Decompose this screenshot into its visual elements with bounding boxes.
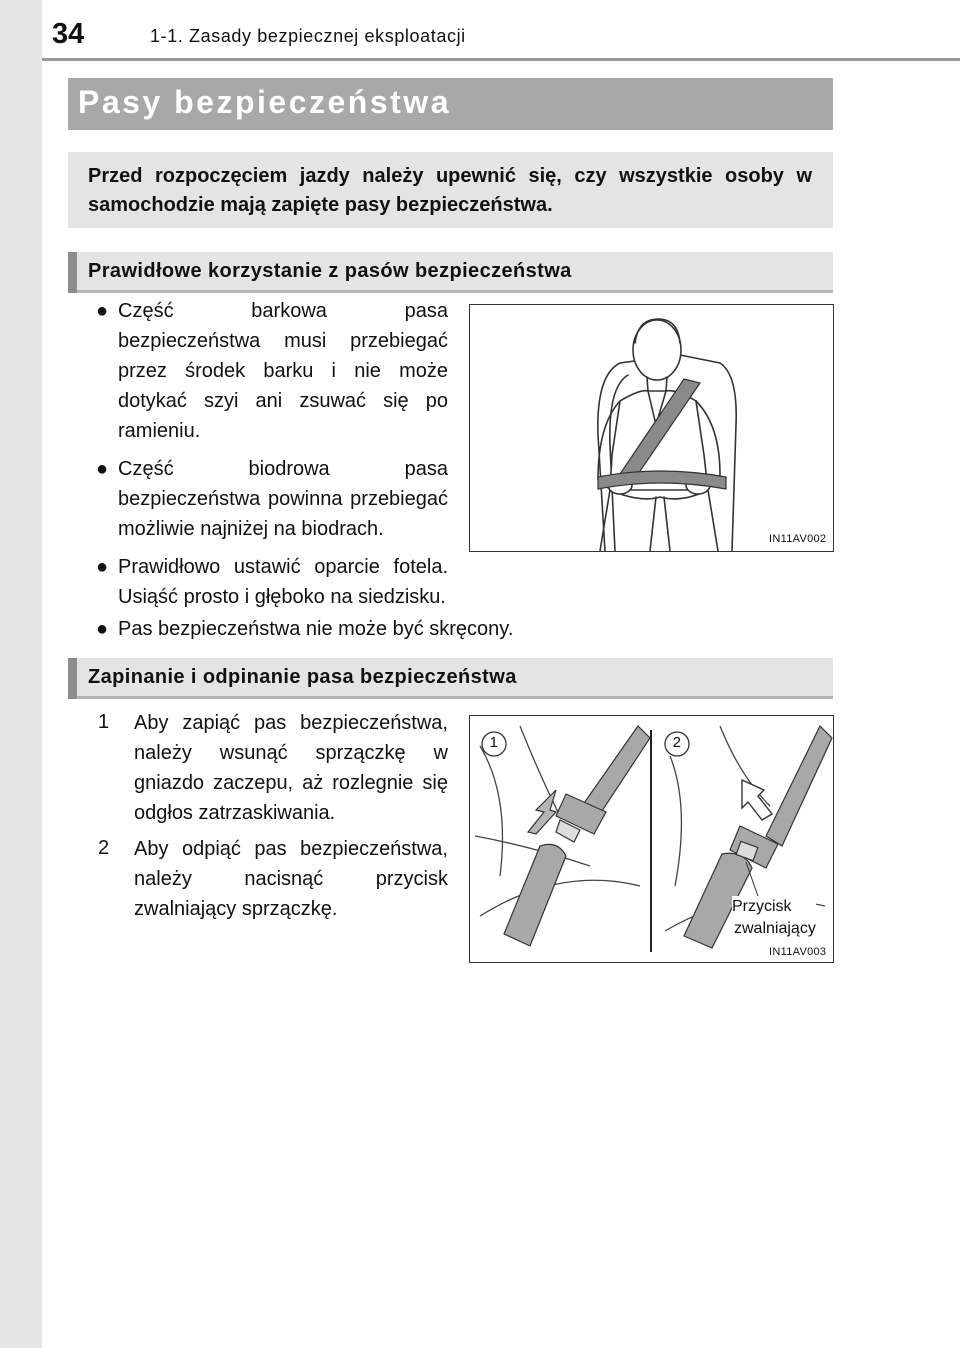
list-item-text: Prawidłowo ustawić oparcie fotela. Usiąść prosto i głęboko na siedzisku. [118,556,448,608]
release-button-callout [732,896,816,940]
callout-line: zwalniający [734,920,816,937]
list-item [96,708,448,828]
buckle-figure [469,715,834,963]
subsection-heading-label: Prawidłowe korzystanie z pasów bezpieczeństwa [88,260,572,282]
fastening-step-list [96,708,448,930]
list-item [96,614,718,644]
list-item [96,552,448,612]
callout-line: Przycisk [732,898,792,915]
page-title: Pasy bezpieczeństwa [78,84,451,120]
list-item-text: Część barkowa pasa bezpieczeństwa musi przebiegać przez środek barku i nie może dotykać szyi ani zsuwać się po ramieniu. [118,300,448,442]
step-number: 1 [98,711,110,733]
intro-box [68,152,833,228]
bullet-icon: ● [96,458,109,480]
bullet-icon: ● [96,300,109,322]
step-number: 2 [98,837,110,859]
subsection-heading-label: Zapinanie i odpinanie pasa bezpieczeństwa [88,666,517,688]
list-item-text: Aby zapiąć pas bezpieczeństwa, należy wsunąć sprzączkę w gniazdo zaczepu, aż rozlegnie się odgłos zatrzaskiwania. [134,712,448,824]
seated-person-illustration [470,305,833,551]
intro-text: Przed rozpoczęciem jazdy należy upewnić się, czy wszystkie osoby w samochodzie mają zapięte pasy bezpieczeństwa. [88,165,812,216]
section-title-bar [68,78,833,130]
page-margin-strip [0,0,42,1348]
header-rule [42,58,960,61]
list-item [96,834,448,924]
figure-code: IN11AV002 [769,533,827,545]
page-number: 34 [52,18,85,50]
subsection-heading-usage [68,252,833,293]
usage-bullet-list [96,296,448,620]
bullet-icon: ● [96,618,109,640]
panel-label: 1 [489,734,499,751]
list-item-text: Aby odpiąć pas bezpieczeństwa, należy nacisnąć przycisk zwalniający sprzączkę. [134,838,448,920]
list-item [96,296,448,446]
list-item-text: Pas bezpieczeństwa nie może być skręcony. [118,618,514,640]
bullet-icon: ● [96,556,109,578]
subsection-heading-fastening [68,658,833,699]
list-item-text: Część biodrowa pasa bezpieczeństwa powinna przebiegać możliwie najniżej na biodrach. [118,458,448,540]
list-item [96,454,448,544]
figure-code: IN11AV003 [769,946,827,958]
panel-label: 2 [672,734,682,751]
running-head: 1-1. Zasady bezpiecznej eksploatacji [150,26,466,46]
seatbelt-posture-figure [469,304,834,552]
